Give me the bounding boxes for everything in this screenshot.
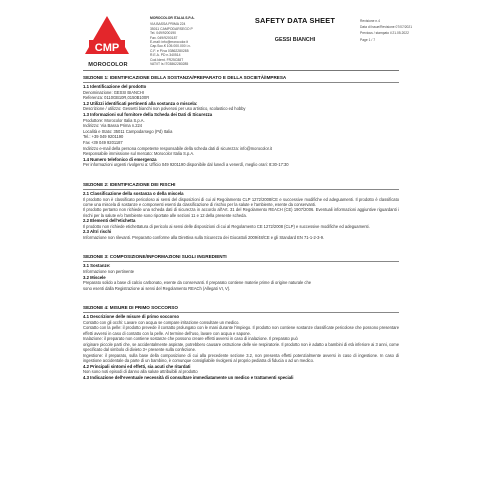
subsection-heading: 3.1 Sostanze: <box>83 263 111 269</box>
subsection-heading: 3.2 Miscele <box>83 274 106 280</box>
paragraph: Il prodotto pertanto non richiede una scheda dati di sicurezza in accordo all'Art. 31 del Regolamento REACH (CE) 1907/2006. Eventuali informazioni aggiuntive riguardanti i rischi per la salute e/o l'ambiente sono riportate alle sezioni 11 e 12 della presente scheda. <box>83 207 399 218</box>
text-line: Per informazioni urgenti rivolgersi a: Ufficio 049 9201190 disponibile dal lunedì a venerdì, meglio orari: 8:30-17:30 <box>83 162 289 168</box>
company-line: VAT/IT Is IT03862280285 <box>150 62 189 67</box>
paragraph: Ingestione: il preparato, sulla base della composizione di cui alla precedente sezione 3.2, non presenta effetti potenzialmente avversi in caso di ingestione. In caso di ingestione accidentale da parte di un bambino, è comunque consigliabile rivolgersi al proprio pediatra di fiducia o ad un medico. <box>83 352 399 364</box>
text-line: Informazione non pertinente <box>83 268 134 274</box>
company-name: MOROCOLOR ITALIA S.P.A. <box>150 16 195 20</box>
text-line: Inalazione: il preparato non contiene sostanze che possono creare effetti avversi in caso di inalazione. Il preparato può <box>83 336 298 342</box>
section-title: SEZIONE 1: IDENTIFICAZIONE DELLA SOSTANZA/PREPARATO E DELLA SOCIETÀ/IMPRESA <box>83 75 399 83</box>
text-line: sono esenti dalla Registrazione ai sensi del Regolamento REACh (Allegati VI, V). <box>83 285 231 291</box>
subsection-heading: 2.3 Altri rischi <box>83 229 112 235</box>
subsection-heading: 4.3 Indicazione dell'eventuale necessità di consultare immediatamente un medico e trattamenti speciali <box>83 374 294 380</box>
revision-line: Previous / stampato il 21.05.2022 <box>360 31 409 36</box>
subsection-heading: 1.3 Informazioni sul fornitore della Scheda dei Dati di Sicurezza <box>83 111 213 117</box>
logo-wordmark: MOROCOLOR <box>88 62 128 68</box>
paragraph: Il prodotto non è classificato pericoloso ai sensi del disposizioni di cui al Regolamento CLP 1272/2008/CE e successive modifiche ed adeguamenti. Il prodotto è classificato come una miscela di sostanze e componenti esenti da classificazione di rischio per la salute e l'ambiente, esente da conservanti. <box>83 196 399 207</box>
revision-info <box>360 18 420 43</box>
subsection-heading: 2.2 Elementi dell'etichetta <box>83 218 136 224</box>
company-line: E-mail: info@morocolor.it <box>150 40 188 45</box>
document-title-block <box>230 16 360 43</box>
svg-text:CMP: CMP <box>94 42 120 54</box>
text-line: Responsabile immissione sul mercato: Morocolor Italia S.p.A. <box>83 151 195 157</box>
subsection-heading: 1.1 Identificazione del prodotto <box>83 84 147 89</box>
section-spacer <box>83 168 399 182</box>
subsection-heading: 4.1 Descrizione delle misure di primo soccorso <box>83 314 179 320</box>
section-title: SEZIONE 4: MISURE DI PRIMO SOCCORSO <box>83 305 399 313</box>
text-line: Contatto con gli occhi: Lavare con acqua se compare irritazione consultare un medico. <box>83 319 240 325</box>
section-spacer <box>83 240 399 254</box>
text-line: Indirizzo: Via Bassa Prima n.224 <box>83 123 143 129</box>
text-line: Referenza: 0110GB10R,0150B100R <box>83 95 150 101</box>
document-body <box>83 75 399 380</box>
header-divider <box>83 70 399 71</box>
text-line: Fax +39 049 9201187 <box>83 139 123 145</box>
company-line: Fax. 049/9200187 <box>150 35 178 40</box>
product-name: GESSI BIANCHI <box>274 37 316 43</box>
section-1 <box>83 75 399 168</box>
subsection-heading: 2.1 Classificazione della sostanza o della miscela <box>83 190 184 196</box>
text-line: Informazione non rilevanti. Prepararto conforme alla Direttiva sulla Sicurezza dei Giocattoli 2009/48/CE e gli Standard EN 71-1-2-3-9. <box>83 234 325 240</box>
section-spacer <box>83 291 399 305</box>
text-line: Località e Stato: 35011 Campodarsego (Pd) Italia <box>83 128 173 134</box>
text-line: Preparato solido a base di calcio carbonato, esente da conservanti. Il preparato contiene materie prime di origine naturale che <box>83 280 312 286</box>
text-line: Indirizzo e-mail della persona competente responsabile della scheda dati di sicurezza: info@morocolor.it <box>83 145 272 151</box>
subsection-heading: 4.2 Principali sintomi ed effetti, sia acuti che ritardati <box>83 363 191 369</box>
text-line: Non sono noti episodi di danno alla salute attribuibili al prodotto <box>83 369 198 375</box>
cmp-mark-icon <box>83 14 131 60</box>
company-line: 35011 CAMPODARSEGO P <box>150 26 193 31</box>
morocolor-logo <box>83 14 131 64</box>
text-line: Produttore: Morocolor Italia S.p.A. <box>83 117 145 123</box>
subsection-heading: 1.2 Utilizzi identificati pertinenti alla sostanza o miscela: <box>83 100 198 106</box>
company-address-block <box>150 16 220 66</box>
subsection-heading: 1.4 Numero telefonico di emergenza <box>83 156 157 162</box>
revision-line: Data di Issue/Revisione 07/07/2021 <box>360 25 413 30</box>
company-line: Cod.Ident. FR25C88T <box>150 57 184 62</box>
text-line: Descrizione / utilizzo: Gessetti bianchi non polverosi per uso artistico, scolastico ed hobby <box>83 106 246 112</box>
company-line: Cap.Soc.€ 105.000.000 i.v. <box>150 44 191 49</box>
revision-line: Page 1 / 7 <box>360 37 376 42</box>
revision-line: Revisione n.4 <box>360 19 380 23</box>
paragraph: Contatto con la pelle: il prodotto prevede il contatto prolungato con le mani durante l'impiego. Il prodotto non contiene sostanze classificate pericolose che possono presentare effetti avversi in caso di contatto con la pelle. Al termine dell'uso, lavare con acqua e sapone. <box>83 325 399 336</box>
text-line: Denominazione: GESSI BIANCHI <box>83 89 144 95</box>
text-line: Tel.: +39 049 9201190 <box>83 134 124 140</box>
paragraph: Il prodotto non richiede etichettatura di pericolo ai sensi delle disposizioni di cui al Regolamento CE 1272/2008 (CLP) e successive modifiche ed adeguamenti. <box>83 223 370 229</box>
company-line: C.F. e P.iva 03862280285 <box>150 48 189 53</box>
company-line: VIA BASSA PRIMA 224 <box>150 22 186 27</box>
document-title: SAFETY DATA SHEET <box>254 16 336 25</box>
section-title: SEZIONE 2: IDENTIFICAZIONE DEI RISCHI <box>83 182 399 190</box>
section-4 <box>83 305 399 380</box>
company-line: R.E.A. PD n.340514 <box>150 53 181 58</box>
paragraph: originare piccole parti che, se accidentalmente aspirate, potrebbero causare ostruzione delle vie respiratorie. Il prodotto non è adatto a bambini di età inferiore ai 3 anni, come specificato dal simbolo di divieto 3+ presente sulla confezione. <box>83 341 399 353</box>
company-line: Tel. 049/9200190 <box>150 31 177 36</box>
section-2 <box>83 182 399 240</box>
section-title: SEZIONE 3: COMPOSIZIONE/INFORMAZIONI SUGLI INGREDIENTI <box>83 254 399 262</box>
section-3 <box>83 254 399 291</box>
